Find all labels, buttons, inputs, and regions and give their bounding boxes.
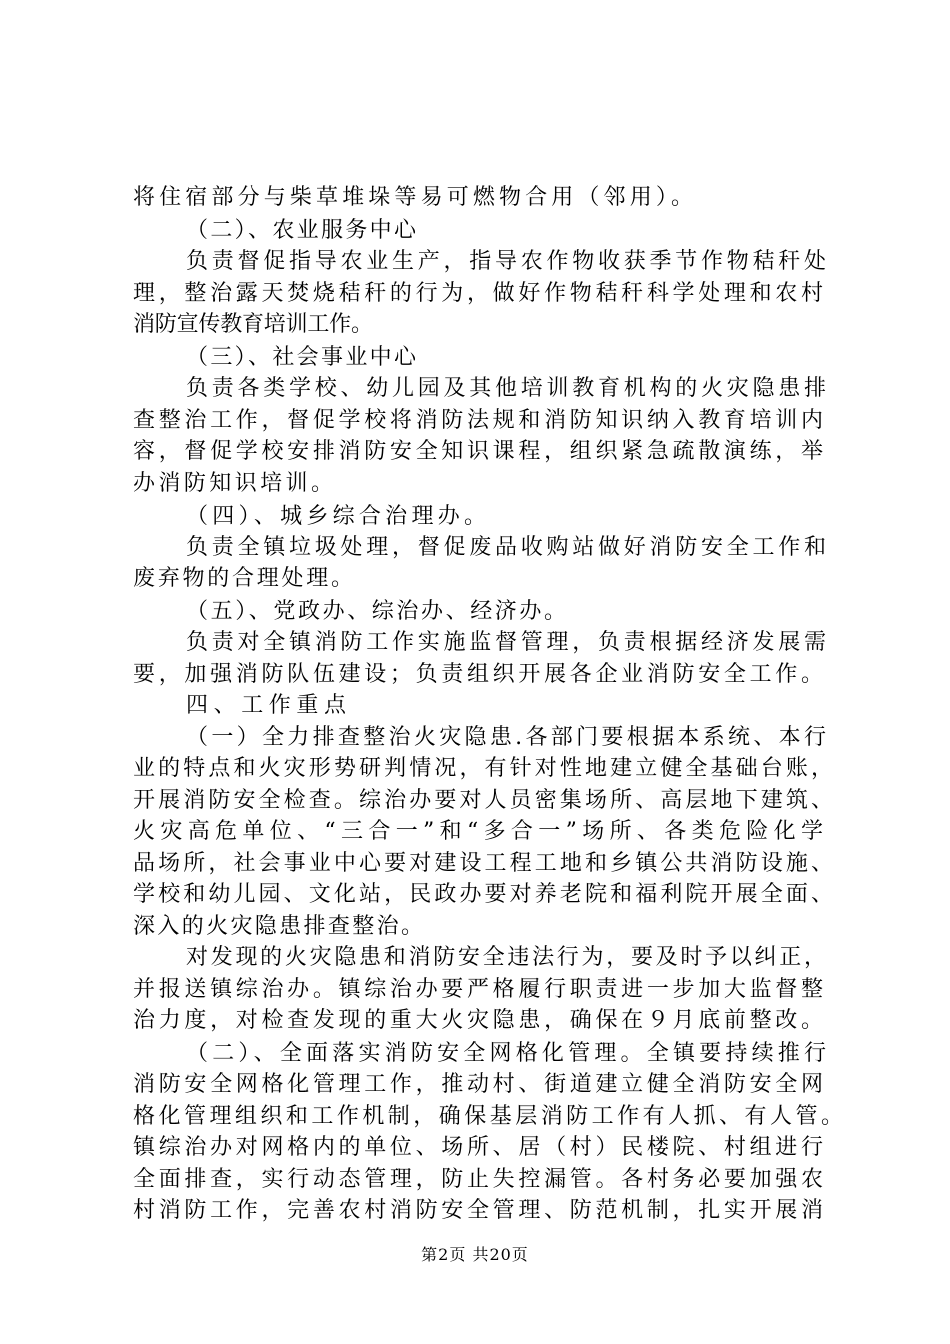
text-line: （三）、社会事业中心 <box>186 345 419 370</box>
text-line: 并报送镇综治办。镇综治办要严格履行职责进一步加大监督整 <box>133 977 827 1002</box>
text-line: 要，加强消防队伍建设；负责组织开展各企业消防安全工作。 <box>133 662 827 687</box>
text-line: 对发现的火灾隐患和消防安全违法行为，要及时予以纠正， <box>186 945 829 970</box>
text-line: 废弃物的合理处理。 <box>133 566 356 591</box>
text-line: 品场所，社会事业中心要对建设工程工地和乡镇公共消防设施、 <box>133 851 837 876</box>
text-line: 火灾高危单位、“三合一”和“多合一”场所、各类危险化学 <box>133 819 829 844</box>
text-line: 业的特点和火灾形势研判情况，有针对性地建立健全基础台账， <box>133 756 837 781</box>
text-line: 格化管理组织和工作机制，确保基层消防工作有人抓、有人管。 <box>133 1104 847 1129</box>
text-line: 全面排查，实行动态管理，防止失控漏管。各村务必要加强农 <box>133 1167 827 1192</box>
text-line: （二）、全面落实消防安全网格化管理。全镇要持续推行 <box>186 1041 831 1066</box>
text-line: （二）、农业服务中心 <box>186 218 419 243</box>
text-line: 办消防知识培训。 <box>133 471 337 496</box>
text-line: 负责对全镇消防工作实施监督管理，负责根据经济发展需 <box>186 630 830 655</box>
page-footer: 第2页 共20页 <box>421 1245 529 1264</box>
text-line: 开展消防安全检查。综治办要对人员密集场所、高层地下建筑、 <box>133 788 837 813</box>
text-line: 容，督促学校安排消防安全知识课程，组织紧急疏散演练，举 <box>133 439 827 464</box>
text-line: 学校和幼儿园、文化站，民政办要对养老院和福利院开展全面、 <box>133 882 837 907</box>
text-line: （一）全力排查整治火灾隐患.各部门要根据本系统、本行 <box>186 725 830 750</box>
text-line: 查整治工作，督促学校将消防法规和消防知识纳入教育培训内 <box>133 408 827 433</box>
text-line: （四）、城乡综合治理办。 <box>186 504 491 529</box>
text-line: 负责全镇垃圾处理，督促废品收购站做好消防安全工作和 <box>186 535 830 560</box>
text-line: 治力度，对检查发现的重大火灾隐患，确保在９月底前整改。 <box>133 1008 827 1033</box>
text-line: 负责督促指导农业生产，指导农作物收获季节作物秸秆处 <box>186 249 830 274</box>
text-line: 消防安全网格化管理工作，推动村、街道建立健全消防安全网 <box>133 1072 827 1097</box>
text-line: 理，整治露天焚烧秸秆的行为，做好作物秸秆科学处理和农村 <box>133 281 827 306</box>
text-line: 四、工作重点 <box>186 693 352 718</box>
text-line: 将住宿部分与柴草堆垛等易可燃物合用（邻用）。 <box>133 185 698 210</box>
text-line: 消防宣传教育培训工作。 <box>133 312 373 337</box>
text-line: 村消防工作，完善农村消防安全管理、防范机制，扎实开展消 <box>133 1198 827 1223</box>
text-line: 镇综治办对网格内的单位、场所、居（村）民楼院、村组进行 <box>133 1135 827 1160</box>
text-line: 负责各类学校、幼儿园及其他培训教育机构的火灾隐患排 <box>186 376 830 401</box>
text-line: （五）、党政办、综治办、经济办。 <box>186 599 569 624</box>
text-line: 深入的火灾隐患排查整治。 <box>133 914 426 939</box>
